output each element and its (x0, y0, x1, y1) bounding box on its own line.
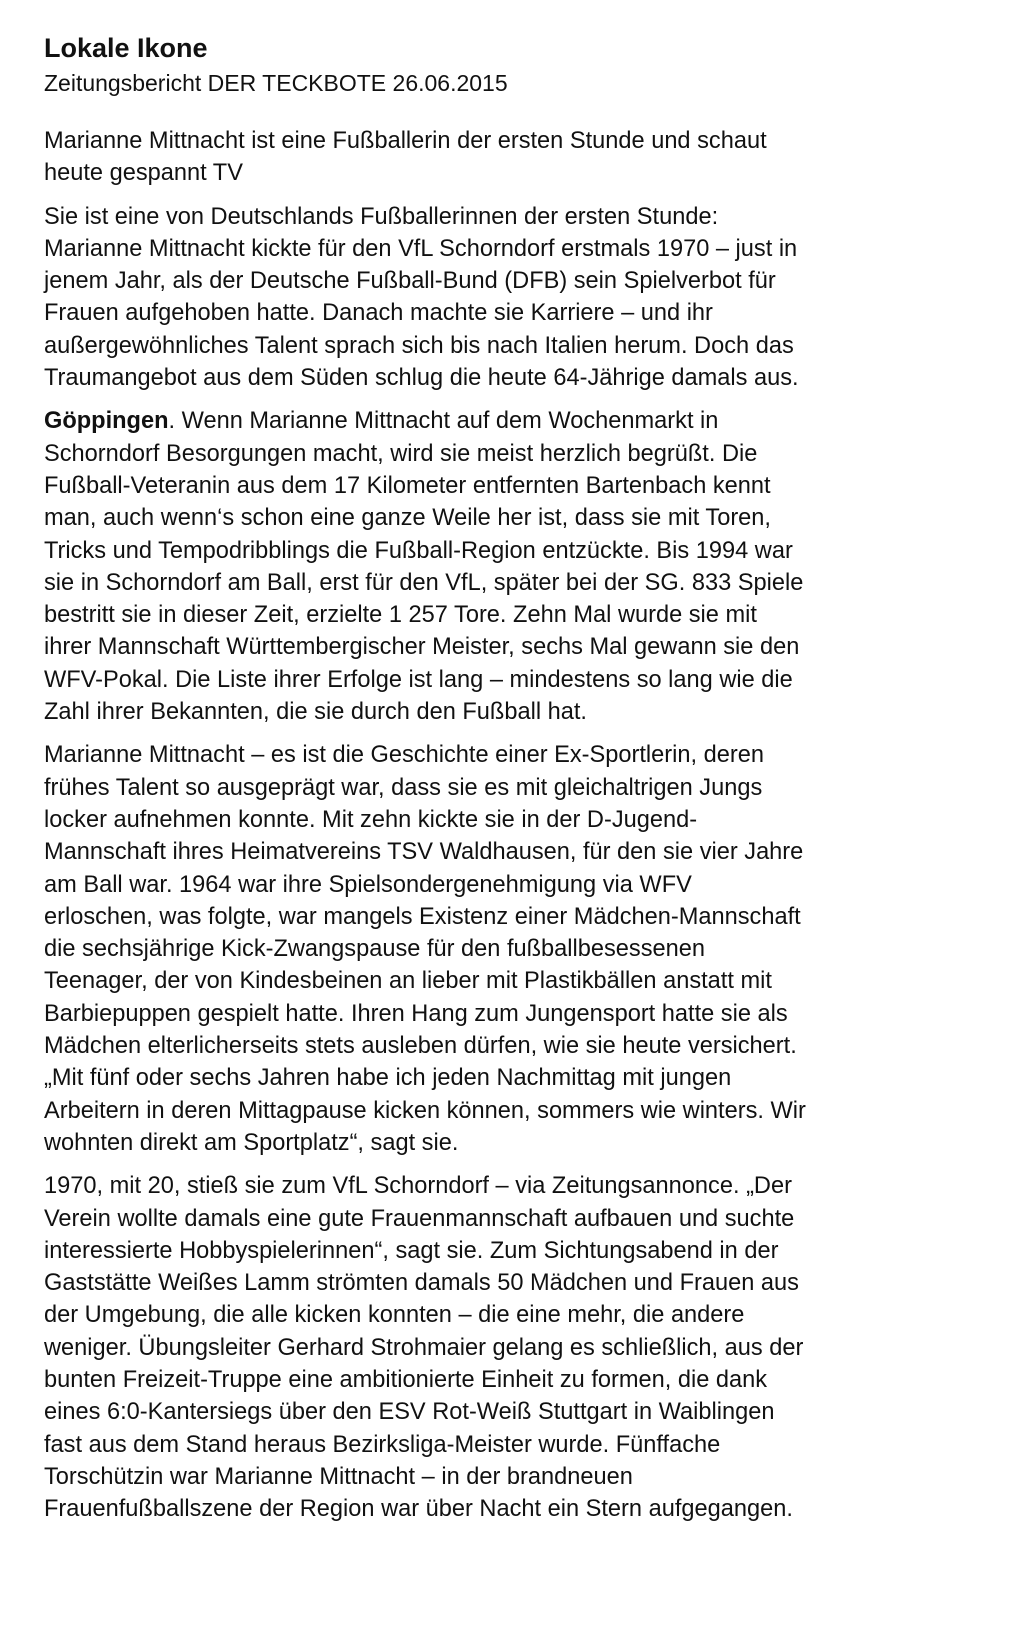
text-line: locker aufnehmen konnte. Mit zehn kickte sie in der D-Jugend- (44, 806, 698, 833)
text-line: der Umgebung, die alle kicken konnten – die eine mehr, die andere (44, 1302, 745, 1329)
text-line: heute gespannt TV (44, 160, 243, 187)
body-paragraph-2 (44, 739, 984, 1159)
lead-paragraph (44, 201, 984, 395)
text-line: Gaststätte Weißes Lamm strömten damals 50 Mädchen und Frauen aus (44, 1270, 799, 1297)
text-line: „Mit fünf oder sechs Jahren habe ich jeden Nachmittag mit jungen (44, 1065, 732, 1092)
text-line: Arbeitern in deren Mittagpause kicken können, sommers wie winters. Wir (44, 1097, 806, 1124)
text-line: Sie ist eine von Deutschlands Fußballerinnen der ersten Stunde: (44, 203, 719, 230)
text-line: am Ball war. 1964 war ihre Spielsondergenehmigung via WFV (44, 871, 692, 898)
text-line: die sechsjährige Kick-Zwangspause für den fußballbesessenen (44, 936, 706, 963)
document-page (44, 28, 984, 1536)
text-line: Schorndorf Besorgungen macht, wird sie meist herzlich begrüßt. Die (44, 440, 758, 467)
text-line: Teenager, der von Kindesbeinen an lieber mit Plastikbällen anstatt mit (44, 968, 772, 995)
text-line: man, auch wenn‘s schon eine ganze Weile her ist, dass sie mit Toren, (44, 505, 771, 532)
body-paragraph-3 (44, 1170, 984, 1525)
text-fragment: . Wenn Marianne Mittnacht auf dem Wochenmarkt in (168, 408, 719, 435)
article-title: Lokale Ikone (44, 33, 208, 63)
text-line: Frauenfußballszene der Region war über Nacht ein Stern aufgegangen. (44, 1496, 793, 1523)
text-line: fast aus dem Stand heraus Bezirksliga-Meister wurde. Fünffache (44, 1431, 721, 1458)
text-line: Marianne Mittnacht – es ist die Geschichte einer Ex-Sportlerin, deren (44, 742, 764, 769)
text-line: weniger. Übungsleiter Gerhard Strohmaier gelang es schließlich, aus der (44, 1334, 804, 1361)
subtitle-paragraph (44, 125, 984, 190)
dateline: Göppingen (44, 408, 169, 435)
article-source: Zeitungsbericht DER TECKBOTE 26.06.2015 (44, 70, 508, 96)
text-line: Marianne Mittnacht ist eine Fußballerin der ersten Stunde und schaut (44, 128, 767, 154)
text-line (44, 405, 984, 437)
text-line: Tricks und Tempodribblings die Fußball-Region entzückte. Bis 1994 war (44, 537, 793, 564)
text-line: WFV-Pokal. Die Liste ihrer Erfolge ist lang – mindestens so lang wie die (44, 666, 793, 693)
text-line: Fußball-Veteranin aus dem 17 Kilometer entfernten Bartenbach kennt (44, 472, 771, 499)
text-line: sie in Schorndorf am Ball, erst für den VfL, später bei der SG. 833 Spiele (44, 569, 804, 596)
text-line: bestritt sie in dieser Zeit, erzielte 1 257 Tore. Zehn Mal wurde sie mit (44, 602, 757, 629)
text-line: bunten Freizeit-Truppe eine ambitionierte Einheit zu formen, die dank (44, 1366, 768, 1393)
text-line: ihrer Mannschaft Württembergischer Meister, sechs Mal gewann sie den (44, 634, 800, 661)
text-line: Barbiepuppen gespielt hatte. Ihren Hang zum Jungensport hatte sie als (44, 1000, 788, 1027)
text-line: Zahl ihrer Bekannten, die sie durch den Fußball hat. (44, 699, 587, 726)
text-line: Mädchen elterlicherseits stets ausleben dürfen, wie sie heute versichert. (44, 1033, 797, 1060)
body-paragraph-1 (44, 405, 984, 728)
text-line: frühes Talent so ausgeprägt war, dass sie es mit gleichaltrigen Jungs (44, 774, 763, 801)
text-line: Marianne Mittnacht kickte für den VfL Schorndorf erstmals 1970 – just in (44, 235, 798, 262)
text-line: eines 6:0-Kantersiegs über den ESV Rot-Weiß Stuttgart in Waiblingen (44, 1399, 775, 1426)
text-line: interessierte Hobbyspielerinnen“, sagt sie. Zum Sichtungsabend in der (44, 1237, 779, 1264)
text-line: jenem Jahr, als der Deutsche Fußball-Bund (DFB) sein Spielverbot für (44, 268, 776, 295)
text-line: wohnten direkt am Sportplatz“, sagt sie. (44, 1129, 459, 1156)
text-line: Torschützin war Marianne Mittnacht – in der brandneuen (44, 1463, 633, 1490)
text-line: Frauen aufgehoben hatte. Danach machte sie Karriere – und ihr (44, 300, 713, 327)
text-line: Mannschaft ihres Heimatvereins TSV Waldhausen, für den sie vier Jahre (44, 839, 804, 866)
text-line: Traumangebot aus dem Süden schlug die heute 64-Jährige damals aus. (44, 365, 799, 392)
text-line: außergewöhnliches Talent sprach sich bis nach Italien herum. Doch das (44, 332, 794, 359)
text-line: 1970, mit 20, stieß sie zum VfL Schorndorf – via Zeitungsannonce. „Der (44, 1173, 792, 1200)
text-line: Verein wollte damals eine gute Frauenmannschaft aufbauen und suchte (44, 1205, 795, 1232)
text-line: erloschen, was folgte, war mangels Existenz einer Mädchen-Mannschaft (44, 903, 801, 930)
